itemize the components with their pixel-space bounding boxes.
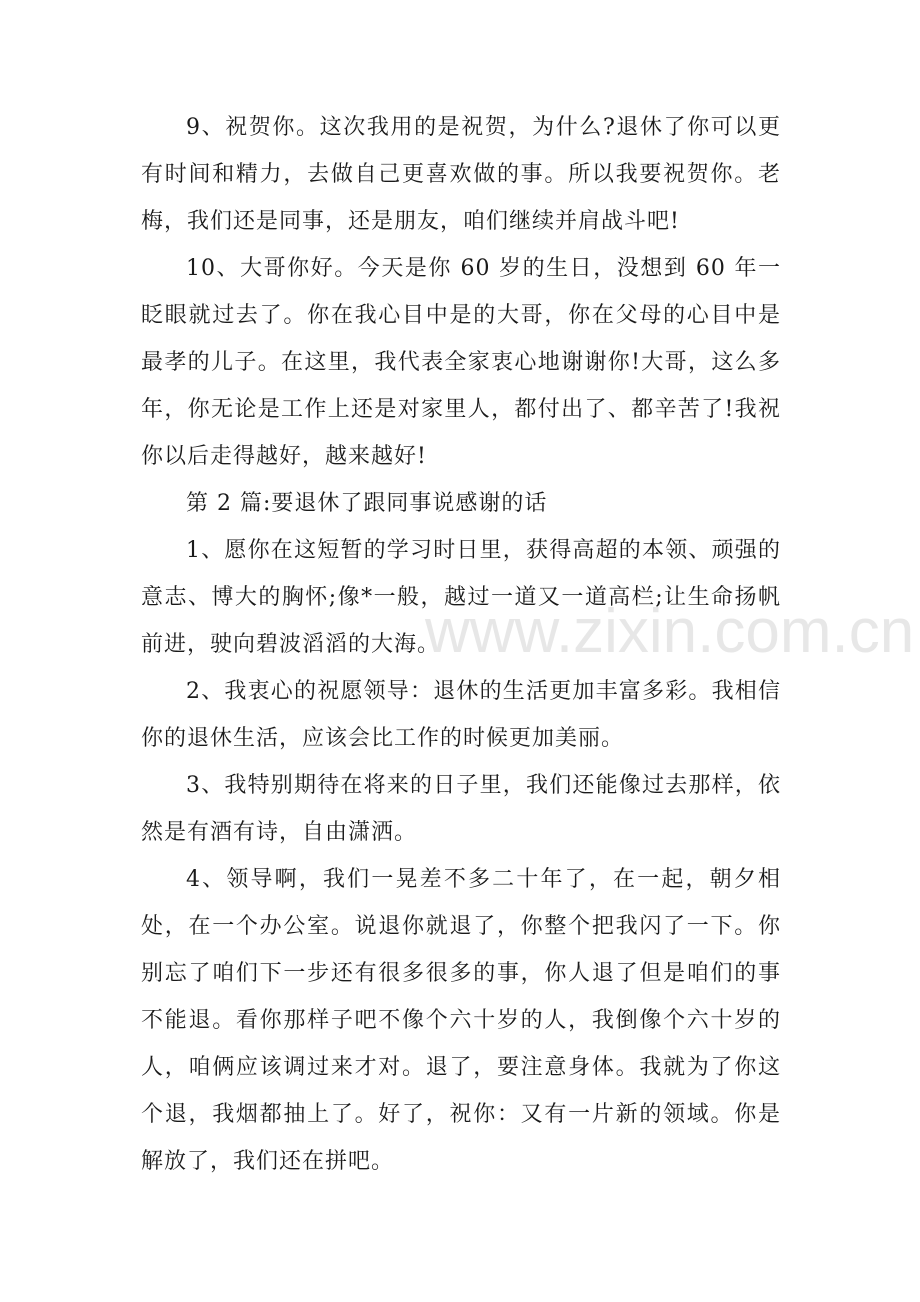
paragraph-wish-1: 1、愿你在这短暂的学习时日里，获得高超的本领、顽强的意志、博大的胸怀;像*一般，越过一道又一道高栏;让生命扬帆前进，驶向碧波滔滔的大海。 — [141, 538, 781, 657]
section-heading: 第 2 篇:要退休了跟同事说感谢的话 — [186, 491, 548, 516]
paragraph-wish-9: 9、祝贺你。这次我用的是祝贺，为什么?退休了你可以更有时间和精力，去做自己更喜欢做的事。所以我要祝贺你。老梅，我们还是同事，还是朋友，咱们继续并肩战斗吧! — [141, 115, 781, 234]
paragraph-wish-2: 2、我衷心的祝愿领导：退休的生活更加丰富多彩。我相信你的退休生活，应该会比工作的时候更加美丽。 — [141, 679, 781, 751]
document-body — [141, 104, 781, 1185]
paragraph-wish-10: 10、大哥你好。今天是你 60 岁的生日，没想到 60 年一眨眼就过去了。你在我心目中是的大哥，你在父母的心目中是最孝的儿子。在这里，我代表全家衷心地谢谢你!大哥，这么多年，你无论是工作上还是对家里人，都付出了、都辛苦了!我祝你以后走得越好，越来越好! — [141, 256, 781, 469]
paragraph-wish-3: 3、我特别期待在将来的日子里，我们还能像过去那样，依然是有酒有诗，自由潇洒。 — [141, 773, 781, 845]
paragraph-wish-4: 4、领导啊，我们一晃差不多二十年了，在一起，朝夕相处，在一个办公室。说退你就退了，你整个把我闪了一下。你别忘了咱们下一步还有很多很多的事，你人退了但是咱们的事不能退。看你那样子吧不像个六十岁的人，我倒像个六十岁的人，咱俩应该调过来才对。退了，要注意身体。我就为了你这个退，我烟都抽上了。好了，祝你：又有一片新的领域。你是解放了，我们还在拼吧。 — [141, 867, 781, 1174]
watermark: www.zixin.com.cn — [425, 597, 915, 666]
